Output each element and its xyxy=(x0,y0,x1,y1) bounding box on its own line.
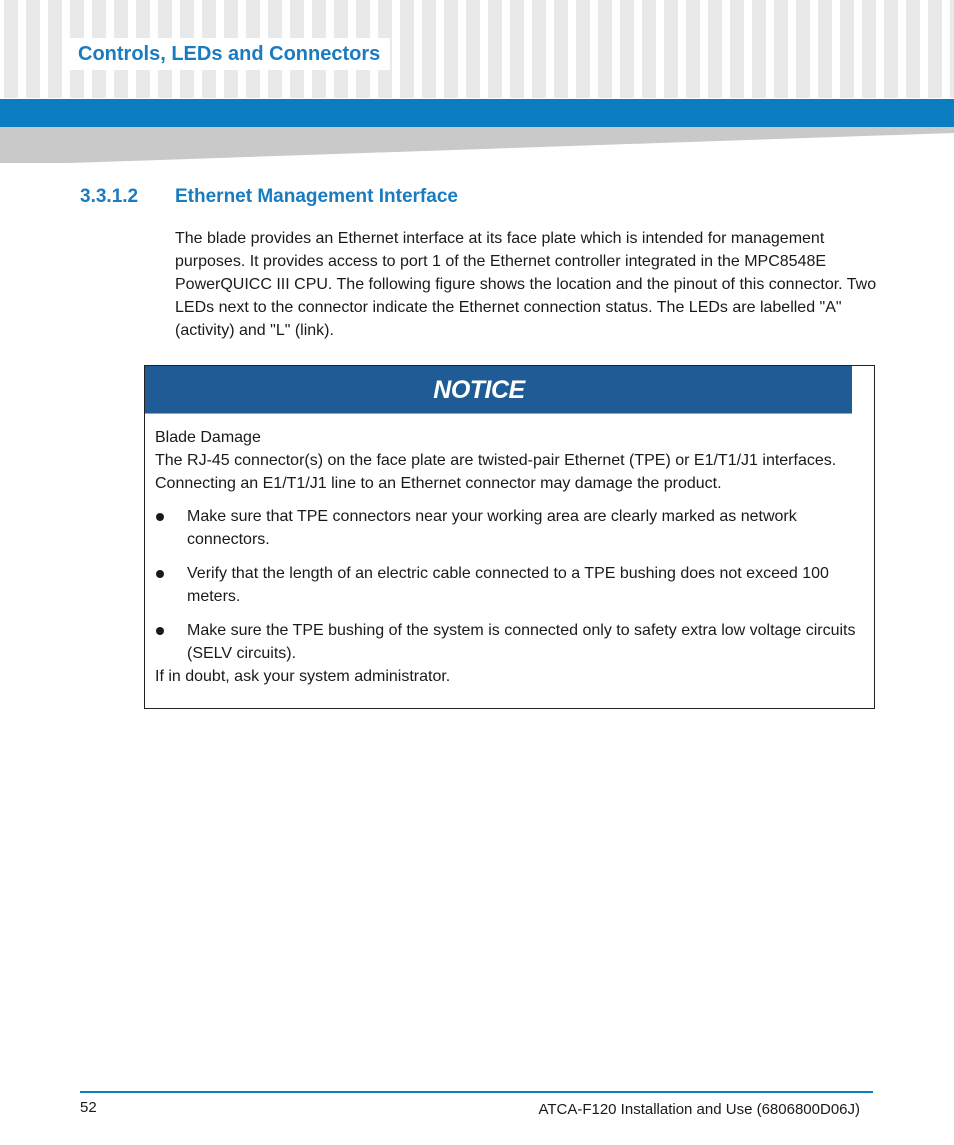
document-title: ATCA-F120 Installation and Use (6806800D06J) xyxy=(538,1101,860,1118)
notice-body xyxy=(155,426,867,688)
page-number: 52 xyxy=(80,1099,97,1116)
notice-heading: Blade Damage xyxy=(155,429,261,446)
list-item xyxy=(155,562,867,608)
list-item-text: Make sure that TPE connectors near your working area are clearly marked as network connectors. xyxy=(187,508,797,548)
notice-description: The RJ-45 connector(s) on the face plate are twisted-pair Ethernet (TPE) or E1/T1/J1 interfaces. Connecting an E1/T1/J1 line to an Ethernet connector may damage the product. xyxy=(155,452,837,492)
header-blue-band xyxy=(0,99,954,127)
intro-paragraph: The blade provides an Ethernet interface at its face plate which is intended for management purposes. It provides access to port 1 of the Ethernet controller integrated in the MPC8548E PowerQUICC III CPU. The following figure shows the location and the pinout of this connector. Two LEDs next to the connector indicate the Ethernet connection status. The LEDs are labelled "A" (activity) and "L" (link). xyxy=(175,230,877,339)
notice-header xyxy=(145,366,852,414)
section-number: 3.3.1.2 xyxy=(80,186,139,207)
list-item xyxy=(155,619,867,665)
bullet-icon xyxy=(156,570,164,578)
bullet-icon xyxy=(156,627,164,635)
chapter-title: Controls, LEDs and Connectors xyxy=(66,38,390,70)
notice-bullet-list xyxy=(155,505,867,665)
notice-label: NOTICE xyxy=(433,376,525,404)
section-title: Ethernet Management Interface xyxy=(175,186,458,207)
bullet-icon xyxy=(156,513,164,521)
footer-rule xyxy=(80,1091,873,1093)
header-gray-wedge xyxy=(0,127,954,163)
list-item-text: Make sure the TPE bushing of the system is connected only to safety extra low voltage circuits (SELV circuits). xyxy=(187,622,856,662)
notice-closing: If in doubt, ask your system administrator. xyxy=(155,668,451,685)
list-item xyxy=(155,505,867,551)
list-item-text: Verify that the length of an electric cable connected to a TPE bushing does not exceed 100 meters. xyxy=(187,565,829,605)
notice-box xyxy=(144,365,875,709)
